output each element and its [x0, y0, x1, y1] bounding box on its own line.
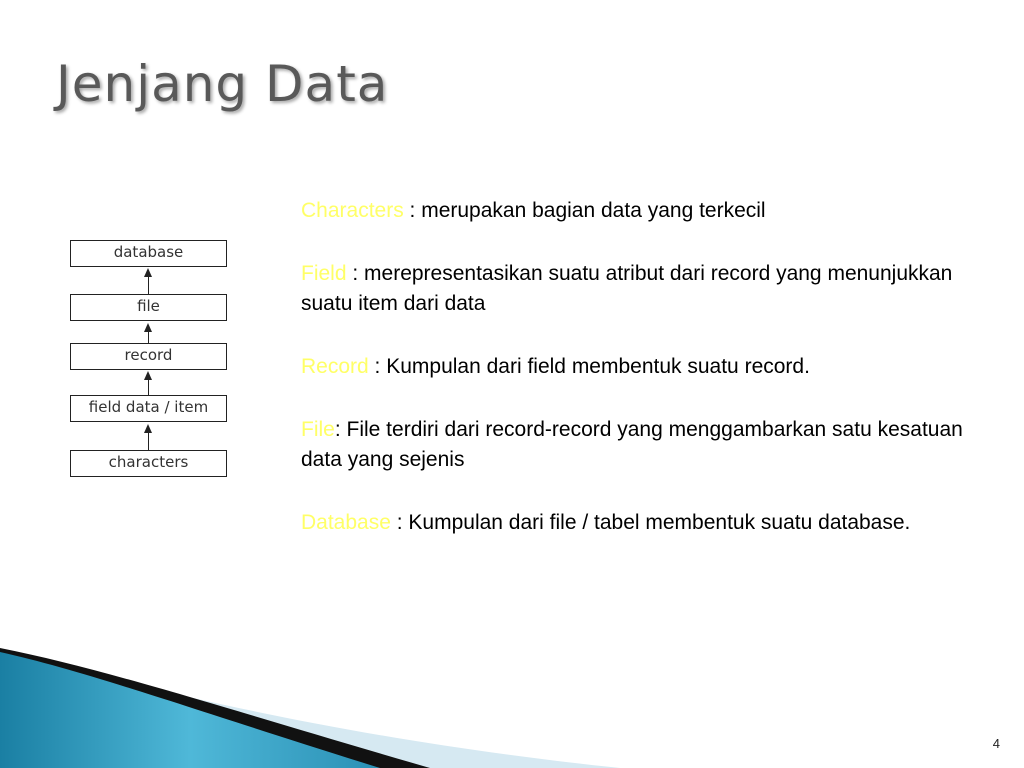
level-characters-box: characters	[70, 450, 227, 477]
definition-text: : merupakan bagian data yang terkecil	[403, 199, 766, 222]
definition-text: : merepresentasikan suatu atribut dari record yang menunjukkan suatu item dari data	[301, 262, 953, 315]
term-database: Database	[301, 511, 391, 534]
level-record-box: record	[70, 343, 227, 370]
definition-text: : File terdiri dari record-record yang menggambarkan satu kesatuan data yang sejenis	[301, 418, 963, 471]
definition-text: : Kumpulan dari file / tabel membentuk suatu database.	[390, 511, 911, 534]
term-field: Field	[301, 262, 347, 285]
term-characters: Characters	[301, 199, 404, 222]
term-record: Record	[301, 355, 369, 378]
term-file: File	[301, 418, 335, 441]
page-number: 4	[992, 736, 1000, 751]
slide-title: Jenjang Data	[56, 55, 389, 113]
definition-text: : Kumpulan dari field membentuk suatu record.	[368, 355, 810, 378]
level-field-box: field data / item	[70, 395, 227, 422]
level-database-box: database	[70, 240, 227, 267]
level-file-box: file	[70, 294, 227, 321]
